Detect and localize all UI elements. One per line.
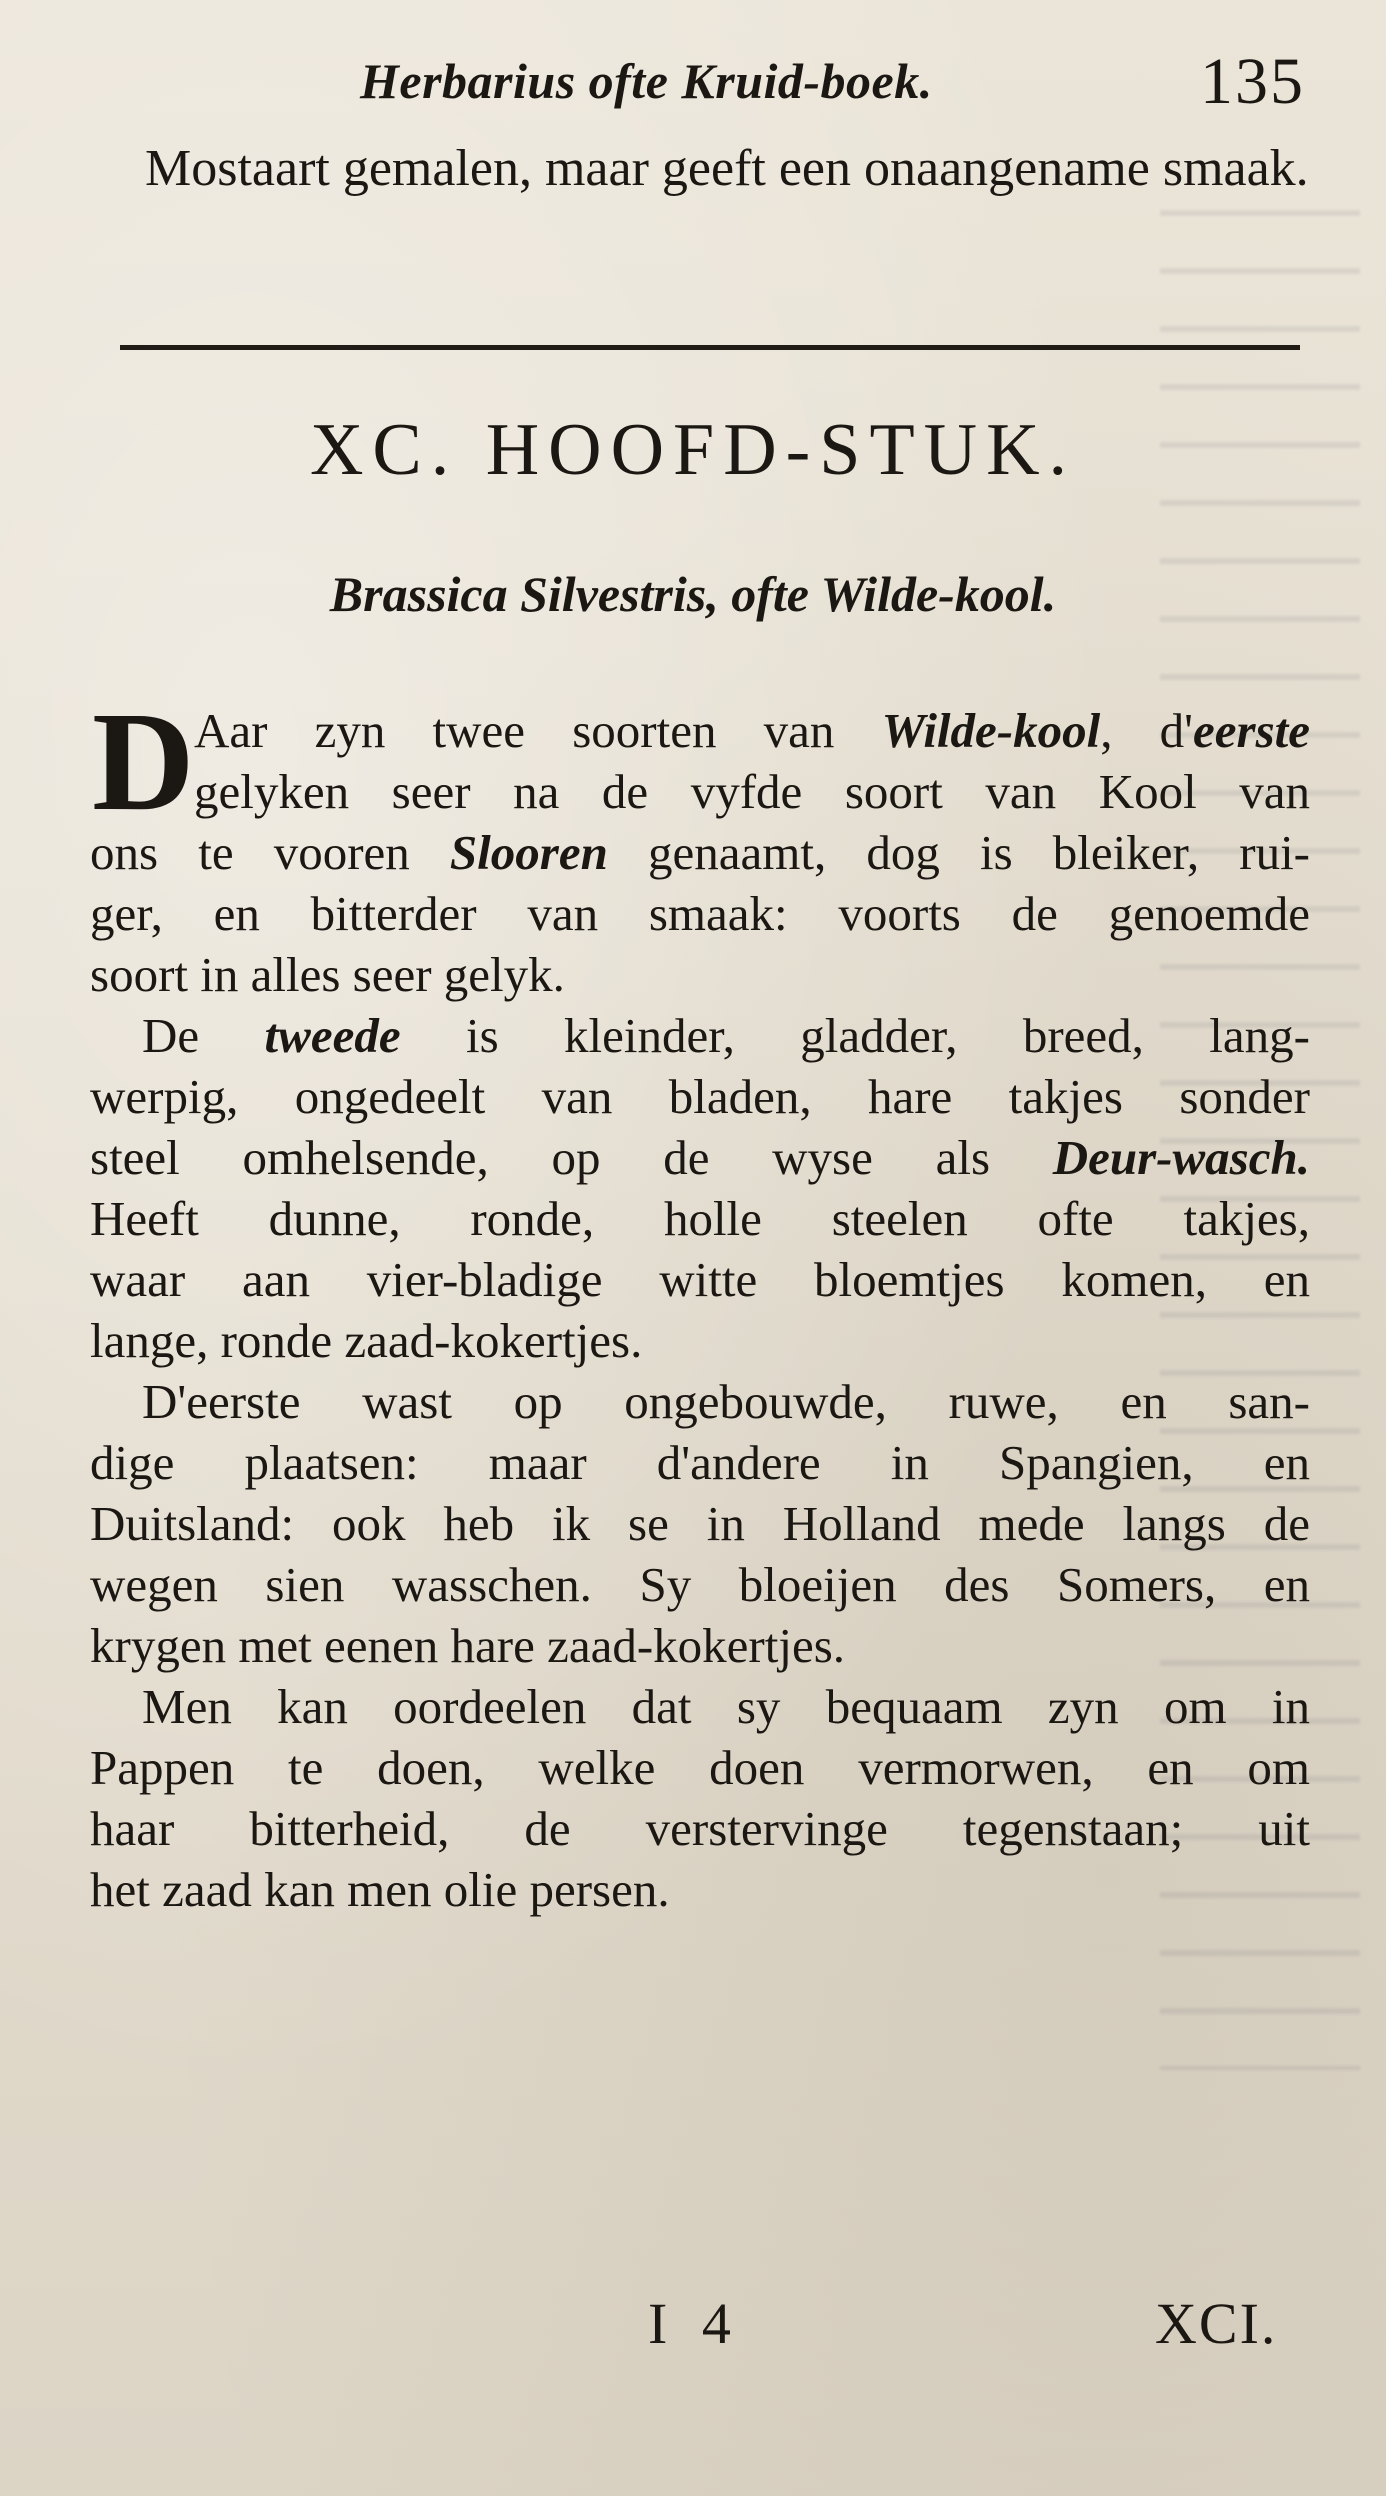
text-segment: het zaad kan men olie persen. bbox=[90, 1862, 670, 1917]
italic-term: Wilde-kool bbox=[881, 703, 1101, 758]
text-segment: lange, ronde zaad-kokertjes. bbox=[90, 1313, 643, 1368]
text-line bbox=[90, 700, 1310, 761]
text-line bbox=[90, 1676, 1310, 1737]
text-segment: Duitsland: ook heb ik se in Holland mede langs de bbox=[90, 1496, 1310, 1551]
text-line bbox=[90, 1005, 1310, 1066]
page-number: 135 bbox=[1200, 45, 1305, 118]
running-title: Herbarius ofte Kruid-boek. bbox=[360, 53, 933, 109]
paragraph-4 bbox=[90, 1676, 1310, 1920]
drop-cap-initial: D bbox=[92, 682, 195, 840]
text-segment: Pappen te doen, welke doen vermorwen, en om bbox=[90, 1740, 1310, 1795]
text-segment: steel omhelsende, op de wyse als bbox=[90, 1130, 1053, 1185]
text-line bbox=[90, 1127, 1310, 1188]
text-segment: Men kan oordeelen dat sy bequaam zyn om in bbox=[142, 1679, 1310, 1734]
text-line bbox=[90, 1249, 1310, 1310]
chapter-subtitle: Brassica Silvestris, ofte Wilde-kool. bbox=[329, 566, 1057, 622]
text-segment: soort in alles seer gelyk. bbox=[90, 947, 565, 1002]
text-segment: ons te vooren bbox=[90, 825, 450, 880]
text-line bbox=[90, 1310, 1310, 1371]
text-segment: is kleinder, gladder, breed, lang- bbox=[400, 1008, 1310, 1063]
text-line bbox=[90, 1493, 1310, 1554]
carryover-text: Mostaart gemalen, maar geeft een onaangename smaak. bbox=[145, 140, 1309, 197]
text-line bbox=[90, 1066, 1310, 1127]
text-segment: Heeft dunne, ronde, holle steelen ofte takjes, bbox=[90, 1191, 1310, 1246]
text-line bbox=[90, 761, 1310, 822]
text-line bbox=[90, 1371, 1310, 1432]
section-rule bbox=[120, 345, 1300, 350]
paragraph-3 bbox=[90, 1371, 1310, 1676]
text-segment: krygen met eenen hare zaad-kokertjes. bbox=[90, 1618, 846, 1673]
text-line bbox=[90, 944, 1310, 1005]
text-line bbox=[90, 1798, 1310, 1859]
text-line bbox=[90, 1737, 1310, 1798]
text-segment: dige plaatsen: maar d'andere in Spangien, en bbox=[90, 1435, 1310, 1490]
text-segment: wegen sien wasschen. Sy bloeijen des Somers, en bbox=[90, 1557, 1310, 1612]
text-line bbox=[90, 883, 1310, 944]
text-segment: ger, en bitterder van smaak: voorts de genoemde bbox=[90, 886, 1310, 941]
text-segment: haar bitterheid, de verstervinge tegenstaan; uit bbox=[90, 1801, 1310, 1856]
text-segment: De bbox=[142, 1008, 265, 1063]
text-line bbox=[90, 1432, 1310, 1493]
text-segment: genaamt, dog is bleiker, rui- bbox=[607, 825, 1311, 880]
text-line bbox=[90, 1554, 1310, 1615]
text-line bbox=[90, 1615, 1310, 1676]
text-segment: Aar zyn twee soorten van bbox=[194, 703, 882, 758]
text-segment: waar aan vier-bladige witte bloemtjes komen, en bbox=[90, 1252, 1310, 1307]
text-line bbox=[90, 822, 1310, 883]
italic-term: eerste bbox=[1193, 703, 1310, 758]
text-segment: D'eerste wast op ongebouwde, ruwe, en san- bbox=[142, 1374, 1310, 1429]
text-segment: gelyken seer na de vyfde soort van Kool van bbox=[194, 764, 1310, 819]
text-line bbox=[90, 1188, 1310, 1249]
catchword: XCI. bbox=[1155, 2291, 1278, 2356]
italic-term: Slooren bbox=[449, 825, 608, 880]
text-line bbox=[90, 1859, 1310, 1920]
paragraph-2 bbox=[90, 1005, 1310, 1371]
paragraph-1 bbox=[90, 700, 1310, 1005]
italic-term: Deur-wasch. bbox=[1052, 1130, 1310, 1185]
italic-term: tweede bbox=[264, 1008, 401, 1063]
signature-mark: I 4 bbox=[648, 2291, 741, 2356]
text-segment: , d' bbox=[1100, 703, 1193, 758]
chapter-heading: XC. HOOFD-STUK. bbox=[309, 409, 1077, 491]
text-segment: werpig, ongedeelt van bladen, hare takjes sonder bbox=[90, 1069, 1310, 1124]
